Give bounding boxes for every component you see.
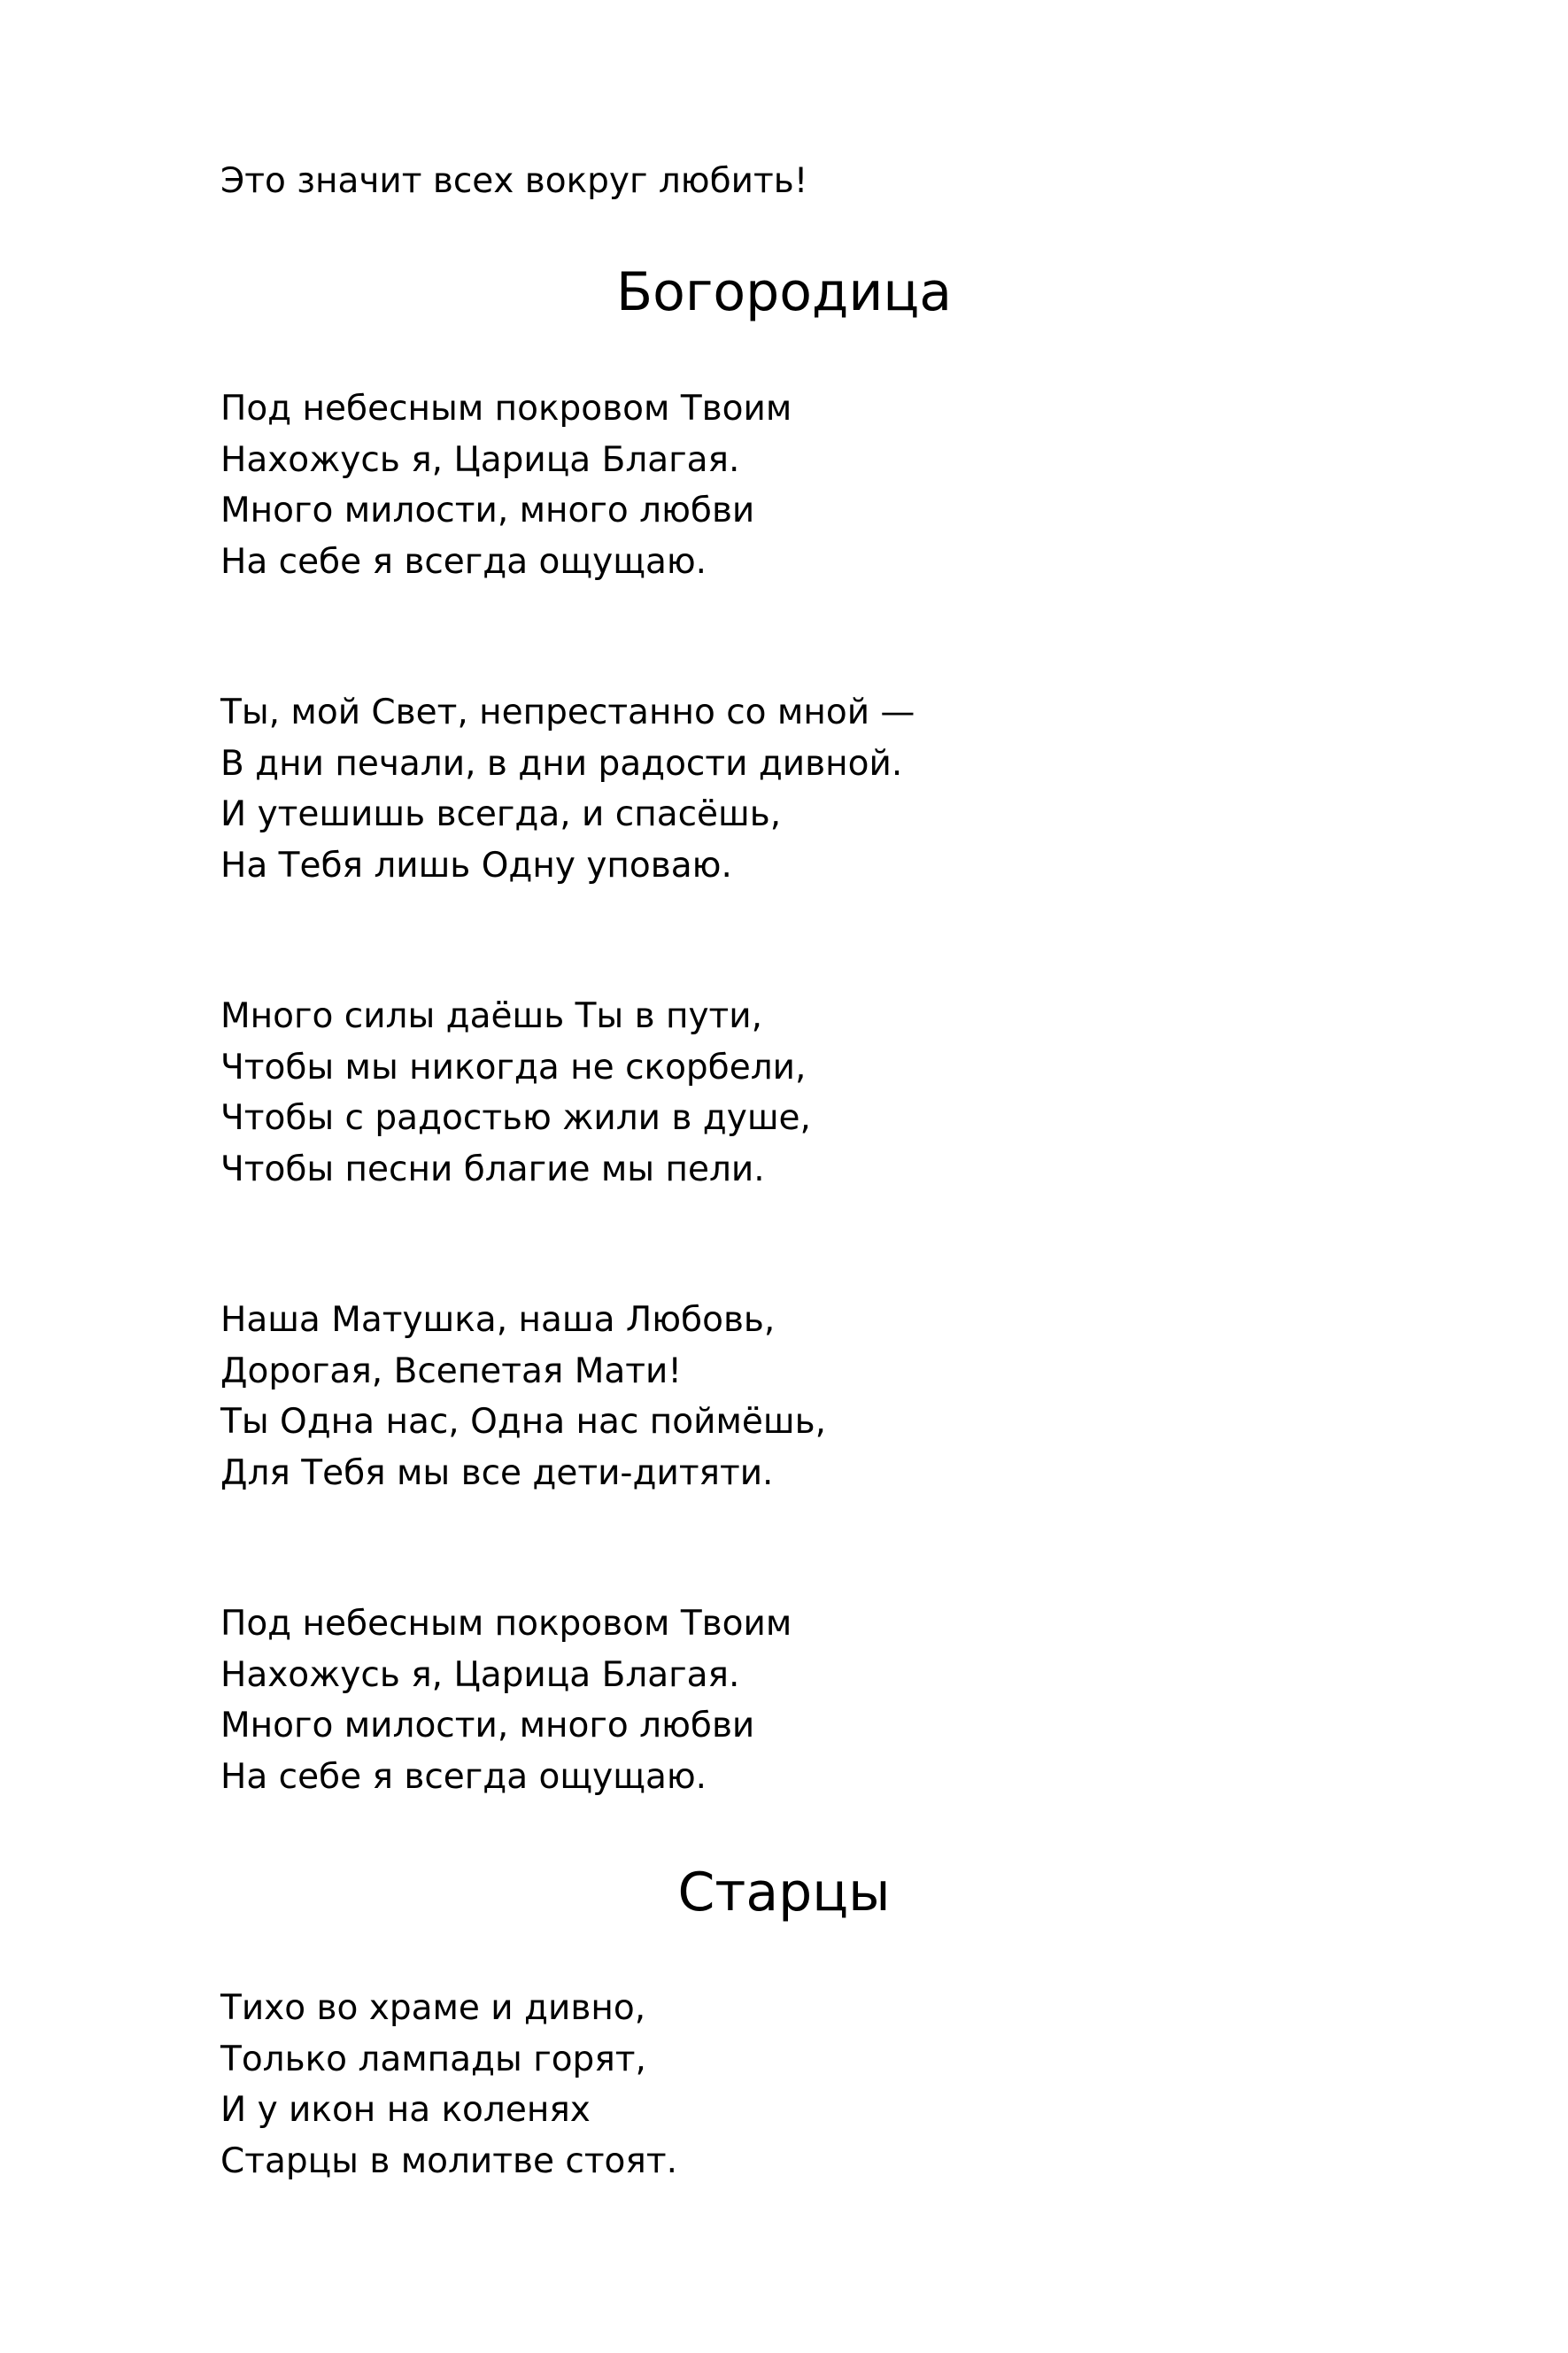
verse-line: И у икон на коленях	[220, 2090, 591, 2130]
verse-line: И утешишь всегда, и спасёшь,	[220, 794, 782, 834]
verse-line: Под небесным покровом Твоим	[220, 389, 792, 429]
verse-line: Старцы в молитве стоят.	[220, 2141, 677, 2181]
poem-title: Старцы	[677, 1862, 891, 1923]
verse-line: Ты, мой Свет, непрестанно со мной —	[220, 693, 915, 732]
verse-line: Дорогая, Всепетая Мати!	[220, 1351, 682, 1391]
verse-line: Под небесным покровом Твоим	[220, 1604, 792, 1644]
verse-line: На себе я всегда ощущаю.	[220, 1757, 707, 1797]
verse-line: Много милости, много любви	[220, 491, 755, 530]
verse-line: Чтобы с радостью жили в душе,	[220, 1098, 811, 1138]
verse-line: Много милости, много любви	[220, 1706, 755, 1745]
verse-line: Нахожусь я, Царица Благая.	[220, 440, 740, 480]
verse-line: Чтобы песни благие мы пели.	[220, 1149, 765, 1189]
verse-line: Наша Матушка, наша Любовь,	[220, 1300, 776, 1340]
verse-line: Только лампады горят,	[220, 2040, 646, 2079]
verse-line: В дни печали, в дни радости дивной.	[220, 744, 903, 784]
poem-title: Богородица	[616, 261, 952, 323]
verse-line: Чтобы мы никогда не скорбели,	[220, 1048, 807, 1087]
verse-line: Нахожусь я, Царица Благая.	[220, 1655, 740, 1695]
verse-line: Много силы даёшь Ты в пути,	[220, 996, 763, 1036]
verse-line: Ты Одна нас, Одна нас поймёшь,	[220, 1402, 826, 1442]
verse-line: Тихо во храме и дивно,	[220, 1988, 646, 2028]
verse-line: На Тебя лишь Одну уповаю.	[220, 846, 732, 886]
verse-line: На себе я всегда ощущаю.	[220, 542, 707, 582]
intro-line: Это значит всех вокруг любить!	[220, 161, 808, 201]
verse-line: Для Тебя мы все дети-дитяти.	[220, 1453, 774, 1493]
